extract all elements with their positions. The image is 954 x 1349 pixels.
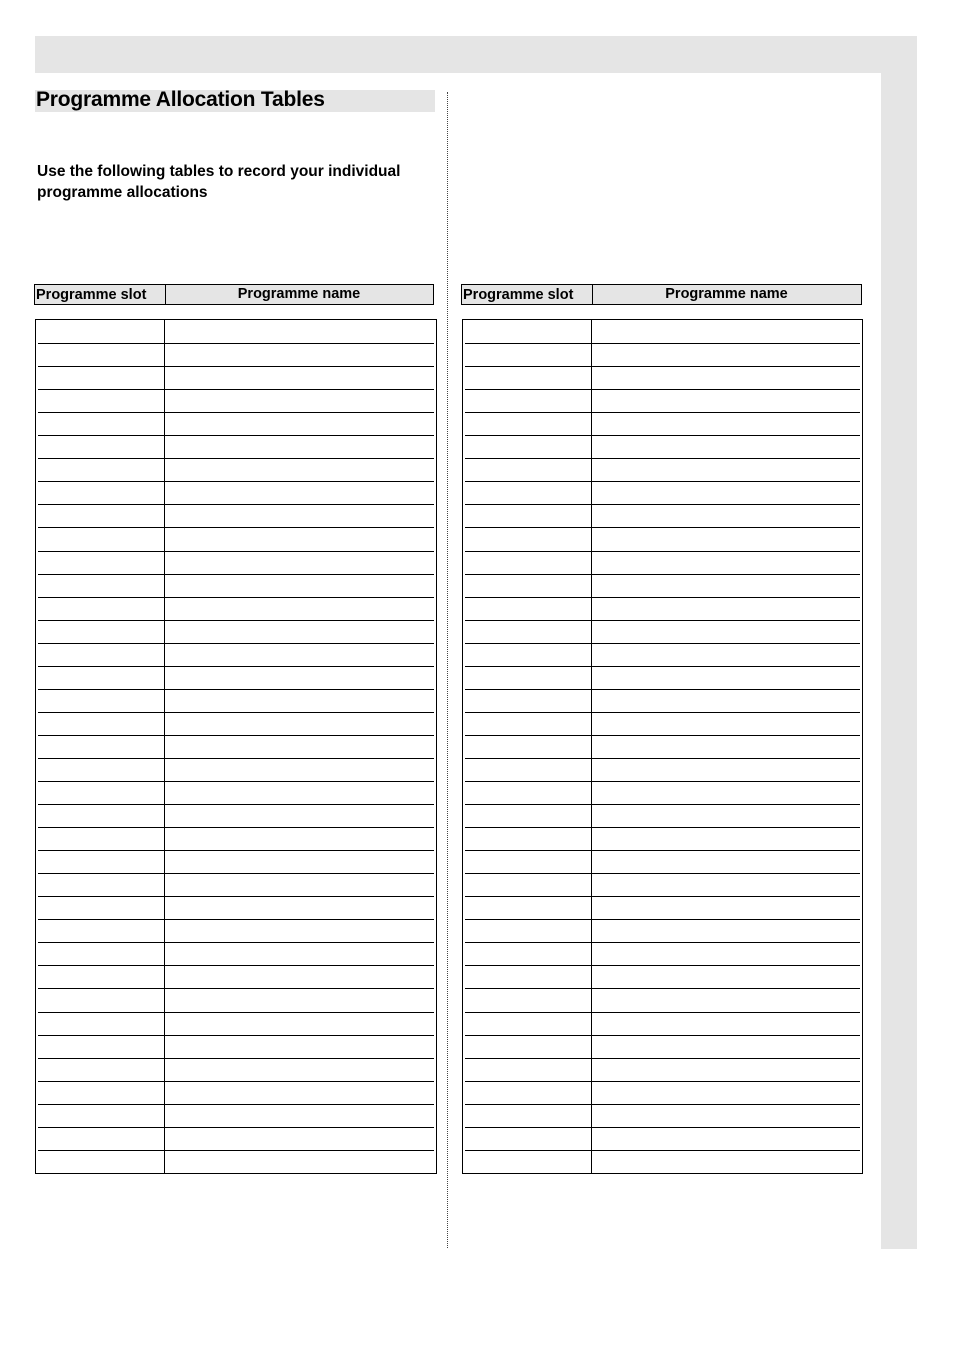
table-row: [465, 712, 860, 713]
table-row: [38, 620, 434, 621]
table-row: [38, 758, 434, 759]
table-row: [38, 1081, 434, 1082]
table-row: [465, 804, 860, 805]
table-row: [38, 458, 434, 459]
table-row: [465, 574, 860, 575]
table-row: [38, 873, 434, 874]
table-row: [465, 481, 860, 482]
table-row: [465, 896, 860, 897]
table-row: [38, 1058, 434, 1059]
table-row: [465, 1104, 860, 1105]
table-row: [465, 965, 860, 966]
table-row: [465, 458, 860, 459]
table-row: [38, 389, 434, 390]
table-header-right: [461, 284, 862, 305]
table-row: [38, 666, 434, 667]
slot-column-header: Programme slot: [462, 285, 593, 304]
table-row: [38, 896, 434, 897]
header-band: [35, 36, 917, 73]
table-row: [465, 827, 860, 828]
table-row: [38, 551, 434, 552]
table-row: [465, 1127, 860, 1128]
name-column-header: Programme name: [237, 286, 361, 302]
table-header-left: [34, 284, 434, 305]
table-row: [38, 804, 434, 805]
table-row: [465, 942, 860, 943]
table-row: [38, 343, 434, 344]
intro-text: Use the following tables to record your individual programme allocations: [37, 163, 401, 201]
table-row: [465, 389, 860, 390]
table-row: [465, 781, 860, 782]
column-divider: [447, 92, 448, 1248]
table-row: [38, 1035, 434, 1036]
name-column-header: Programme name: [665, 286, 788, 302]
table-row: [38, 1012, 434, 1013]
table-row: [38, 574, 434, 575]
table-row: [465, 735, 860, 736]
table-row: [465, 1081, 860, 1082]
table-row: [38, 1127, 434, 1128]
table-row: [38, 689, 434, 690]
table-row: [38, 412, 434, 413]
table-row: [465, 1035, 860, 1036]
table-row: [465, 597, 860, 598]
table-row: [38, 735, 434, 736]
table-row: [38, 781, 434, 782]
page-title: Programme Allocation Tables: [36, 88, 325, 111]
table-row: [38, 919, 434, 920]
table-row: [465, 343, 860, 344]
table-row: [465, 1058, 860, 1059]
table-row: [38, 712, 434, 713]
table-row: [465, 873, 860, 874]
table-row: [38, 1104, 434, 1105]
table-row: [465, 412, 860, 413]
table-row: [465, 1150, 860, 1151]
table-row: [38, 1150, 434, 1151]
allocation-table-left: [35, 319, 437, 1174]
table-row: [465, 435, 860, 436]
table-row: [465, 666, 860, 667]
table-row: [465, 643, 860, 644]
table-row: [465, 527, 860, 528]
table-row: [465, 620, 860, 621]
table-row: [465, 919, 860, 920]
table-row: [465, 366, 860, 367]
table-row: [38, 527, 434, 528]
table-row: [38, 504, 434, 505]
table-row: [38, 643, 434, 644]
table-row: [465, 1012, 860, 1013]
table-row: [38, 942, 434, 943]
side-band: [881, 36, 917, 1249]
table-row: [38, 435, 434, 436]
table-row: [38, 988, 434, 989]
table-row: [38, 481, 434, 482]
table-row: [465, 850, 860, 851]
slot-column-header: Programme slot: [35, 285, 166, 304]
allocation-table-right: [462, 319, 863, 1174]
table-row: [465, 988, 860, 989]
table-row: [38, 597, 434, 598]
table-row: [465, 689, 860, 690]
table-row: [38, 850, 434, 851]
table-row: [38, 965, 434, 966]
table-row: [465, 551, 860, 552]
table-row: [465, 504, 860, 505]
table-row: [465, 758, 860, 759]
column-separator: [591, 320, 592, 1173]
table-row: [38, 827, 434, 828]
table-row: [38, 366, 434, 367]
column-separator: [164, 320, 165, 1173]
